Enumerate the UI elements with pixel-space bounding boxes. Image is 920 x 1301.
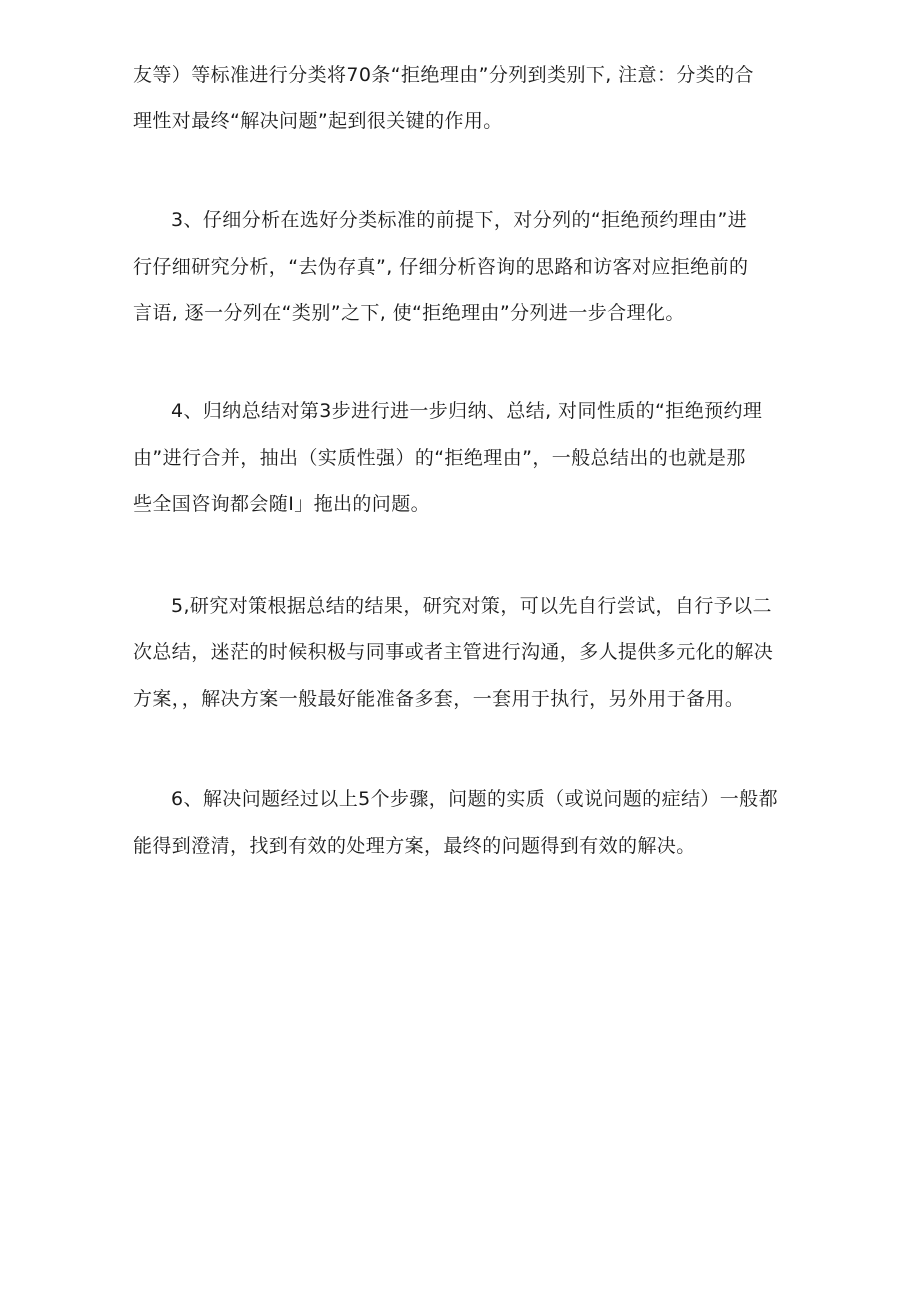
text-line: 理性对最终“解决问题”起到很关键的作用。: [133, 110, 503, 132]
text-line: 些全国咨询都会随I」拖出的问题。: [133, 493, 431, 515]
text-line: 友等）等标准进行分类将70条“拒绝理由”分列到类别下, 注意：分类的合: [133, 64, 754, 86]
text-line: 4、归纳总结对第3步进行进一步归纳、总结, 对同性质的“拒绝预约理: [171, 400, 763, 422]
text-line: 言语, 逐一分列在“类别”之下, 使“拒绝理由”分列进一步合理化。: [133, 302, 685, 324]
text-line: 6、解决问题经过以上5个步骤，问题的实质（或说问题的症结）一般都: [171, 788, 778, 810]
paragraph-classification-continued: [133, 64, 793, 132]
text-line: 3、仔细分析在选好分类标准的前提下，对分列的“拒绝预约理由”进: [171, 209, 748, 231]
paragraph-step-4: [133, 400, 793, 515]
text-line: 行仔细研究分析，“去伪存真”, 仔细分析咨询的思路和访客对应拒绝前的: [133, 256, 749, 278]
text-line: 方案，，解决方案一般最好能准备多套，一套用于执行，另外用于备用。: [133, 688, 745, 710]
text-line: 由”进行合并，抽出（实质性强）的“拒绝理由”，一般总结出的也就是那: [133, 447, 746, 469]
text-line: 5,研究对策根据总结的结果，研究对策，可以先自行尝试，自行予以二: [171, 595, 772, 617]
text-line: 次总结，迷茫的时候积极与同事或者主管进行沟通，多人提供多元化的解决: [133, 641, 774, 663]
paragraph-step-5: [133, 595, 793, 710]
paragraph-step-6: [133, 788, 793, 857]
text-line: 能得到澄清，找到有效的处理方案，最终的问题得到有效的解决。: [133, 835, 696, 857]
paragraph-step-3: [133, 209, 793, 324]
